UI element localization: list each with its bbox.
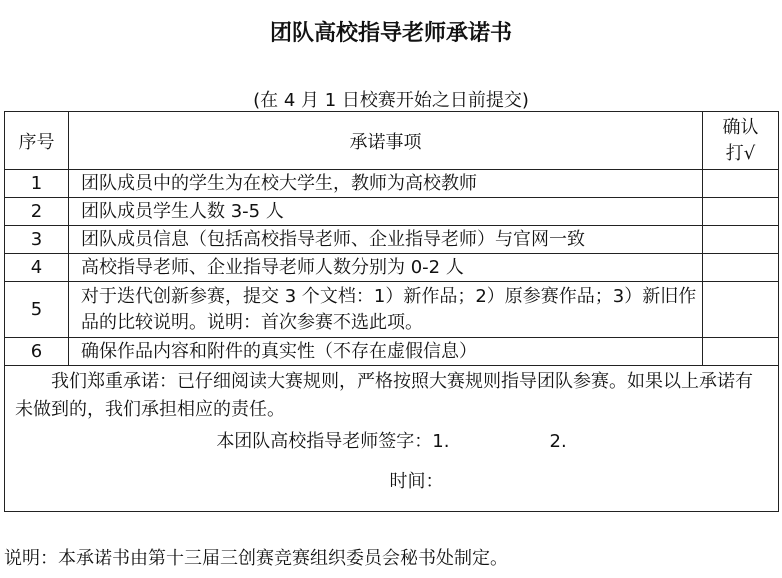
header-check: [703, 112, 779, 170]
row-text: 团队成员中的学生为在校大学生，教师为高校教师: [69, 170, 703, 198]
signature-label: 本团队高校指导老师签字：1.: [216, 431, 450, 452]
pledge-text: 我们郑重承诺：已仔细阅读大赛规则，严格按照大赛规则指导团队参赛。如果以上承诺有未做到的，我们承担相应的责任。: [15, 371, 753, 420]
document-title: 团队高校指导老师承诺书: [269, 21, 512, 46]
pledge-row: [5, 366, 779, 512]
row-text: 团队成员学生人数 3-5 人: [69, 198, 703, 226]
table-row: [5, 170, 779, 198]
header-check-line2: 打√: [725, 142, 756, 164]
time-label: 时间：: [389, 471, 444, 492]
table-row: [5, 226, 779, 254]
row-check-cell[interactable]: [703, 170, 779, 198]
table-row: [5, 338, 779, 366]
row-text: 团队成员信息（包括高校指导老师、企业指导老师）与官网一致: [69, 226, 703, 254]
header-check-line1: 确认: [722, 116, 759, 138]
row-check-cell[interactable]: [703, 338, 779, 366]
row-check-cell[interactable]: [703, 226, 779, 254]
row-num: 6: [5, 338, 69, 366]
row-check-cell[interactable]: [703, 254, 779, 282]
row-text: 确保作品内容和附件的真实性（不存在虚假信息）: [69, 338, 703, 366]
signature-second-label: 2.: [549, 431, 567, 452]
pledge-cell: [5, 366, 779, 512]
row-num: 5: [5, 282, 69, 338]
row-num: 4: [5, 254, 69, 282]
footer-note: 说明：本承诺书由第十三届三创赛竞赛组织委员会秘书处制定。: [4, 548, 508, 569]
header-num: 序号: [5, 112, 69, 170]
row-text: 对于迭代创新参赛，提交 3 个文档：1）新作品；2）原参赛作品；3）新旧作品的比较说明。说明：首次参赛不选此项。: [69, 282, 703, 338]
table-row: [5, 254, 779, 282]
table-row: [5, 198, 779, 226]
header-item: 承诺事项: [69, 112, 703, 170]
pledge-block: [5, 366, 778, 498]
row-num: 1: [5, 170, 69, 198]
table-header-row: [5, 112, 779, 170]
row-check-cell[interactable]: [703, 198, 779, 226]
row-text: 高校指导老师、企业指导老师人数分别为 0-2 人: [69, 254, 703, 282]
pledge-table: [4, 111, 779, 512]
row-num: 2: [5, 198, 69, 226]
signature-line: [15, 428, 768, 458]
row-check-cell[interactable]: [703, 282, 779, 338]
document-subtitle: (在 4 月 1 日校赛开始之日前提交): [253, 90, 529, 111]
time-line: [15, 468, 768, 498]
table-row: [5, 282, 779, 338]
row-num: 3: [5, 226, 69, 254]
